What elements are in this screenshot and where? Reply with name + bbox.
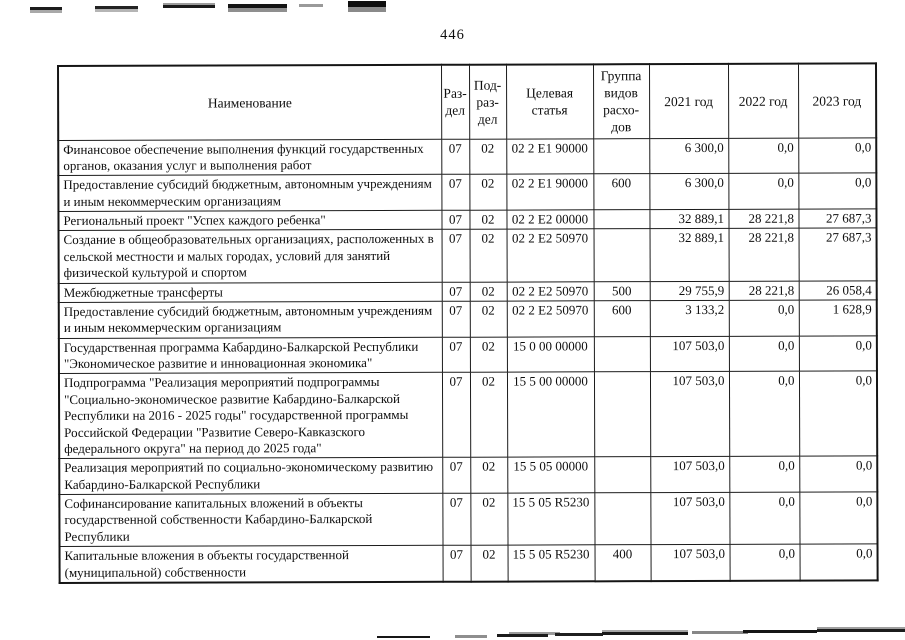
cell-y2022: 28 221,8 — [729, 229, 799, 281]
cell-name: Реализация мероприятий по социально-экономическому развитию Кабардино-Балкарской Республики — [59, 458, 442, 495]
cell-y2021: 29 755,9 — [650, 281, 729, 301]
scan-artifact — [743, 630, 817, 633]
cell-pr: 02 — [470, 457, 507, 493]
cell-pr: 02 — [470, 493, 507, 545]
scan-artifact — [377, 636, 430, 638]
cell-csr: 02 2 E1 90000 — [506, 174, 593, 210]
scan-artifact — [455, 635, 487, 638]
cell-pr: 02 — [470, 337, 507, 373]
scan-artifact — [348, 1, 386, 7]
cell-name: Софинансирование капитальных вложений в объекты государственной собственности Кабардино-Балкарской Республики — [59, 493, 442, 546]
cell-pr: 02 — [469, 174, 506, 210]
cell-y2023: 0,0 — [800, 544, 878, 580]
scan-artifact — [555, 633, 603, 636]
cell-name: Предоставление субсидий бюджетным, автономным учреждениям и иным некоммерческим организациям — [58, 175, 441, 212]
cell-csr: 15 5 05 R5230 — [508, 545, 595, 582]
cell-y2023: 0,0 — [799, 456, 877, 492]
table-row — [59, 300, 877, 338]
cell-rz: 07 — [441, 174, 469, 210]
header-celevaya-statya: Целевая статья — [506, 64, 593, 138]
cell-csr: 02 2 E2 50970 — [507, 229, 594, 281]
cell-vr: 600 — [593, 174, 649, 210]
cell-y2021: 32 889,1 — [650, 229, 729, 281]
table-row — [59, 336, 877, 374]
cell-csr: 15 5 05 00000 — [507, 457, 594, 493]
cell-csr: 15 5 00 00000 — [507, 372, 594, 457]
page-number: 446 — [440, 27, 465, 43]
cell-y2022: 28 221,8 — [728, 209, 798, 229]
cell-y2022: 0,0 — [729, 492, 799, 544]
cell-y2021: 107 503,0 — [651, 545, 730, 581]
cell-csr: 15 0 00 00000 — [507, 336, 594, 372]
cell-vr — [593, 138, 649, 174]
cell-vr — [594, 372, 650, 457]
header-year-2022: 2022 год — [728, 64, 798, 138]
cell-pr: 02 — [469, 139, 506, 175]
table-row — [60, 544, 878, 583]
cell-csr: 02 2 E2 50970 — [507, 301, 594, 337]
cell-y2023: 0,0 — [799, 336, 877, 372]
cell-name: Подпрограмма "Реализация мероприятий подпрограммы "Социально-экономическое развитие Кабардино-Балкарской Республики на 2016 - 2025 годы" государственной программы Российской Федерации "Развитие Северо-Кавказского федерального округа" на период до 2025 года" — [59, 373, 442, 459]
cell-y2023: 26 058,4 — [799, 280, 877, 300]
cell-rz: 07 — [442, 457, 470, 493]
cell-y2021: 107 503,0 — [650, 457, 729, 493]
scan-artifact — [602, 632, 688, 635]
cell-name: Государственная программа Кабардино-Балкарской Республики "Экономическое развитие и инновационная экономика" — [59, 337, 442, 374]
cell-y2021: 32 889,1 — [649, 209, 728, 229]
cell-name: Межбюджетные трансферты — [59, 282, 442, 303]
cell-y2023: 0,0 — [798, 173, 876, 209]
cell-pr: 02 — [471, 545, 508, 581]
cell-rz: 07 — [442, 230, 470, 282]
cell-csr: 02 2 E2 00000 — [506, 210, 593, 230]
cell-rz: 07 — [441, 139, 469, 175]
table-row — [59, 371, 877, 458]
cell-name: Создание в общеобразовательных организациях, расположенных в сельской местности и малых городах, условий для занятий физической культурой и спортом — [59, 230, 442, 283]
scan-artifact — [817, 629, 905, 632]
cell-rz: 07 — [442, 493, 470, 545]
budget-table — [57, 62, 879, 583]
cell-vr — [594, 457, 650, 493]
cell-csr: 02 2 E1 90000 — [506, 138, 593, 174]
header-podrazdel: Под-раз-дел — [469, 65, 506, 139]
cell-vr: 500 — [594, 281, 650, 301]
header-row — [58, 63, 876, 140]
table-row — [58, 173, 876, 211]
cell-y2021: 6 300,0 — [649, 138, 728, 174]
cell-y2023: 0,0 — [799, 492, 877, 544]
cell-pr: 02 — [470, 282, 507, 301]
cell-name: Финансовое обеспечение выполнения функций государственных органов, оказания услуг и выполнения работ — [58, 139, 441, 176]
table-body — [58, 137, 877, 582]
cell-csr: 15 5 05 R5230 — [507, 493, 594, 545]
cell-vr: 600 — [594, 301, 650, 337]
header-razdel: Раз-дел — [441, 65, 469, 139]
cell-rz: 07 — [443, 545, 471, 581]
header-gruppa-vidov-rashodov: Группа видов расхо-дов — [593, 64, 649, 138]
cell-y2022: 0,0 — [730, 544, 800, 580]
table-row — [58, 209, 876, 231]
scan-artifact — [163, 5, 215, 8]
table-row — [58, 137, 876, 175]
cell-y2022: 0,0 — [728, 138, 798, 174]
cell-y2022: 28 221,8 — [729, 281, 799, 301]
cell-vr — [594, 493, 650, 545]
cell-y2021: 6 300,0 — [649, 174, 728, 210]
cell-vr — [594, 229, 650, 281]
cell-pr: 02 — [470, 301, 507, 337]
header-year-2023: 2023 год — [798, 63, 876, 137]
cell-rz: 07 — [442, 301, 470, 337]
table-row — [59, 280, 877, 302]
cell-y2022: 0,0 — [729, 456, 799, 492]
cell-y2022: 0,0 — [728, 173, 798, 209]
cell-y2021: 3 133,2 — [650, 300, 729, 336]
cell-vr — [594, 336, 650, 372]
header-name: Наименование — [58, 65, 441, 140]
scan-artifact — [95, 6, 138, 9]
cell-name: Региональный проект "Успех каждого ребенка" — [58, 210, 441, 231]
table-row — [59, 456, 877, 494]
cell-y2023: 27 687,3 — [798, 209, 876, 229]
cell-pr: 02 — [470, 372, 507, 457]
cell-y2023: 0,0 — [798, 137, 876, 173]
cell-vr — [593, 210, 649, 230]
header-year-2021: 2021 год — [649, 64, 728, 138]
cell-y2022: 0,0 — [729, 300, 799, 336]
cell-y2022: 0,0 — [729, 336, 799, 372]
cell-csr: 02 2 E2 50970 — [507, 281, 594, 301]
cell-y2022: 0,0 — [729, 372, 799, 457]
scan-artifact — [228, 4, 287, 8]
scan-artifact — [30, 7, 62, 10]
cell-rz: 07 — [442, 373, 470, 458]
scan-artifact — [497, 634, 548, 637]
cell-pr: 02 — [469, 210, 506, 229]
scan-artifact — [299, 4, 323, 7]
cell-y2023: 0,0 — [799, 371, 877, 456]
cell-rz: 07 — [442, 337, 470, 373]
cell-y2021: 107 503,0 — [650, 492, 729, 544]
cell-y2023: 1 628,9 — [799, 300, 877, 336]
cell-y2021: 107 503,0 — [650, 372, 729, 457]
cell-name: Капитальные вложения в объекты государственной (муниципальной) собственности — [60, 545, 443, 582]
cell-name: Предоставление субсидий бюджетным, автономным учреждениям и иным некоммерческим организациям — [59, 301, 442, 338]
cell-y2023: 27 687,3 — [799, 228, 877, 280]
table-header — [58, 63, 876, 140]
table-row — [59, 228, 877, 283]
cell-rz: 07 — [442, 282, 470, 301]
cell-vr: 400 — [595, 545, 651, 581]
scan-artifact — [692, 631, 748, 634]
cell-rz: 07 — [441, 210, 469, 229]
cell-pr: 02 — [470, 229, 507, 281]
cell-y2021: 107 503,0 — [650, 336, 729, 372]
table-row — [59, 492, 877, 547]
